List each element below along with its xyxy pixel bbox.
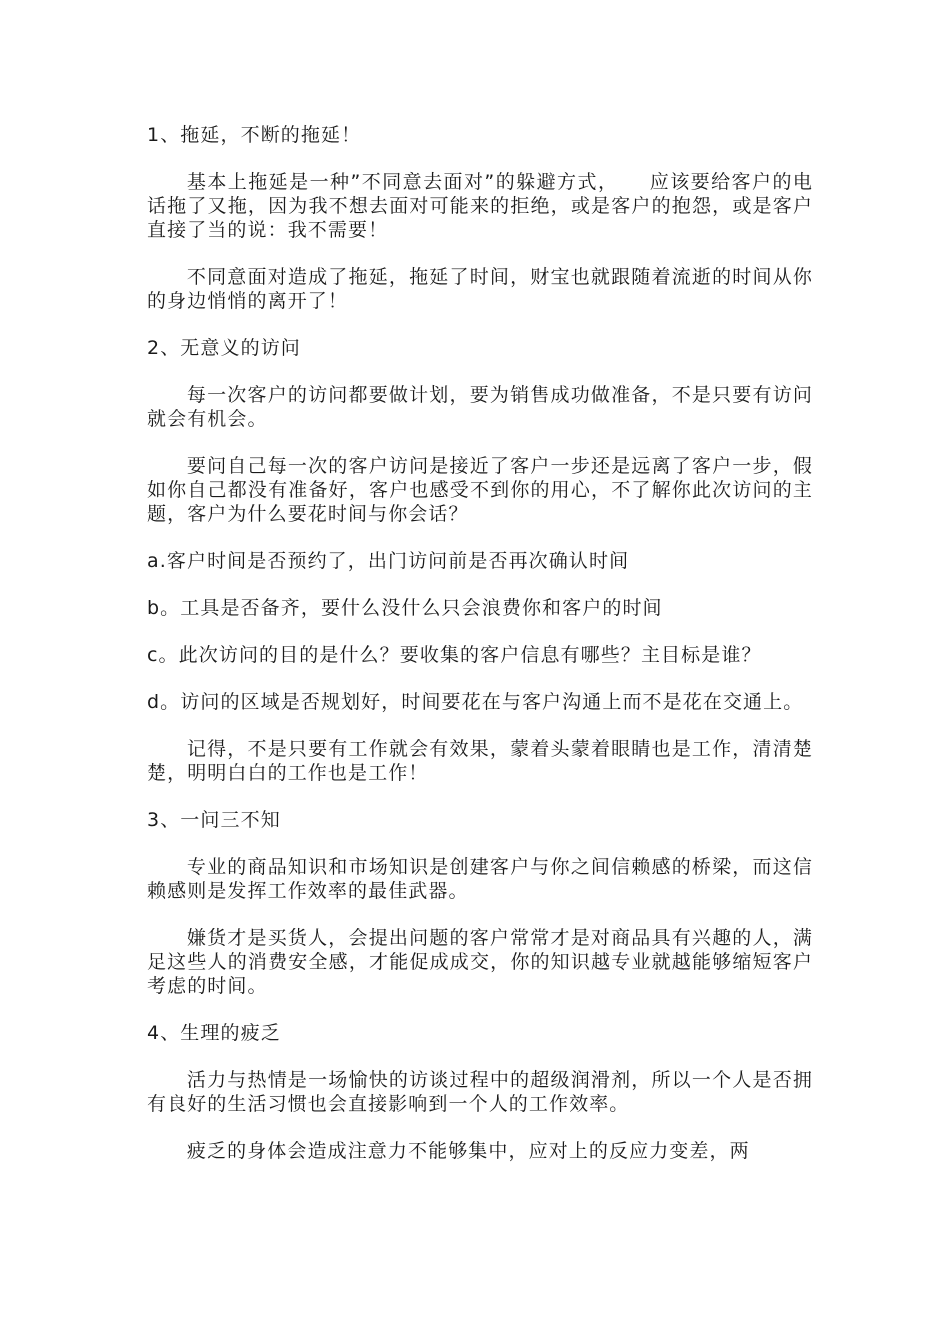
section-heading-2: 2、无意义的访问 bbox=[147, 337, 301, 359]
list-item-c: c。此次访问的目的是什么？要收集的客户信息有哪些？主目标是谁？ bbox=[147, 644, 762, 666]
paragraph: 要问自己每一次的客户访问是接近了客户一步还是远离了客户一步，假如你自己都没有准备好，客户也感受不到你的用心，不了解你此次访问的主题，客户为什么要花时间与你会话？ bbox=[147, 455, 813, 525]
list-item-a: a.客户时间是否预约了，出门访问前是否再次确认时间 bbox=[147, 550, 630, 572]
paragraph: 记得，不是只要有工作就会有效果，蒙着头蒙着眼睛也是工作，清清楚楚，明明白白的工作也是工作！ bbox=[147, 738, 813, 784]
paragraph: 疲乏的身体会造成注意力不能够集中，应对上的反应力变差，两 bbox=[186, 1140, 750, 1162]
section-heading-4: 4、生理的疲乏 bbox=[147, 1022, 281, 1044]
paragraph: 基本上拖延是一种”不同意去面对”的躲避方式， 应该要给客户的电话拖了又拖，因为我不想去面对可能来的拒绝，或是客户的抱怨，或是客户直接了当的说：我不需要！ bbox=[147, 171, 813, 241]
paragraph: 活力与热情是一场愉快的访谈过程中的超级润滑剂，所以一个人是否拥有良好的生活习惯也会直接影响到一个人的工作效率。 bbox=[147, 1069, 813, 1115]
paragraph: 不同意面对造成了拖延，拖延了时间，财宝也就跟随着流逝的时间从你的身边悄悄的离开了！ bbox=[147, 266, 813, 312]
list-item-d: d。访问的区域是否规划好，时间要花在与客户沟通上而不是花在交通上。 bbox=[147, 691, 804, 713]
document-body bbox=[147, 123, 813, 1186]
paragraph: 每一次客户的访问都要做计划，要为销售成功做准备，不是只要有访问就会有机会。 bbox=[147, 384, 813, 430]
list-item-b: b。工具是否备齐，要什么没什么只会浪费你和客户的时间 bbox=[147, 597, 663, 619]
paragraph: 专业的商品知识和市场知识是创建客户与你之间信赖感的桥梁，而这信赖感则是发挥工作效率的最佳武器。 bbox=[147, 856, 813, 902]
section-heading-1: 1、拖延，不断的拖延！ bbox=[147, 124, 362, 146]
paragraph: 嫌货才是买货人，会提出问题的客户常常才是对商品具有兴趣的人，满足这些人的消费安全感，才能促成成交，你的知识越专业就越能够缩短客户考虑的时间。 bbox=[147, 927, 813, 997]
section-heading-3: 3、一问三不知 bbox=[147, 809, 281, 831]
